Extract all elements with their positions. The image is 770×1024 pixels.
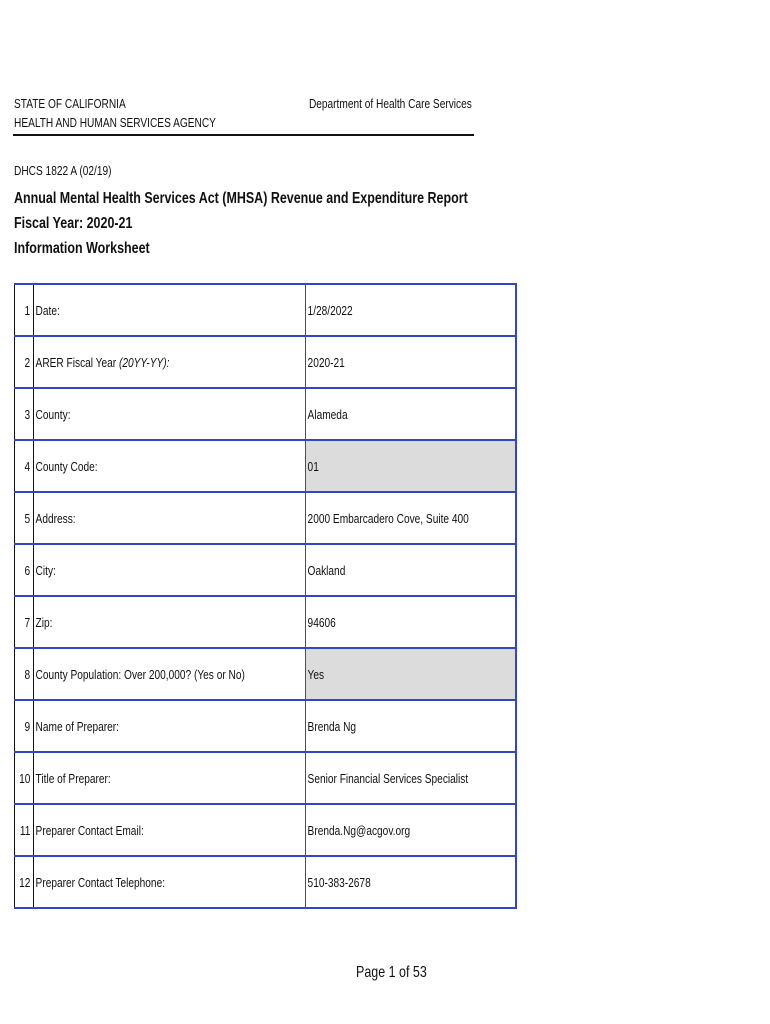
field-label-format-hint: (20YY-YY):	[119, 354, 170, 370]
field-label-cell	[34, 544, 305, 596]
field-label-cell	[34, 440, 305, 492]
field-value: Yes	[307, 666, 324, 682]
field-label-cell	[34, 648, 305, 700]
row-number-cell	[15, 544, 34, 596]
row-number: 1	[24, 302, 31, 318]
field-value: 01	[307, 458, 319, 474]
field-label-cell	[34, 596, 305, 648]
report-title-block	[14, 186, 468, 261]
table-row	[15, 440, 516, 492]
header-divider	[13, 134, 474, 136]
header-agency-block	[14, 94, 216, 132]
row-number: 9	[24, 718, 31, 734]
department-name: Department of Health Care Services	[309, 96, 472, 111]
fiscal-year-title: Fiscal Year: 2020-21	[14, 215, 133, 232]
field-label-wrap	[34, 875, 165, 890]
row-number-cell	[15, 700, 34, 752]
table-row	[15, 856, 516, 908]
field-label-wrap	[34, 407, 71, 422]
field-value-cell[interactable]	[305, 284, 515, 336]
field-value: Brenda.Ng@acgov.org	[307, 822, 410, 838]
field-label-wrap	[34, 563, 56, 578]
field-label-wrap	[34, 355, 170, 370]
row-number: 3	[24, 406, 31, 422]
field-value-cell[interactable]	[305, 388, 515, 440]
field-label-wrap	[34, 511, 76, 526]
field-value: 2020-21	[307, 354, 345, 370]
field-value-cell[interactable]	[305, 700, 515, 752]
field-label-wrap	[34, 303, 60, 318]
field-label: Address:	[36, 510, 77, 526]
field-label-wrap	[34, 823, 144, 838]
row-number: 10	[19, 770, 31, 786]
row-number: 6	[24, 562, 31, 578]
information-worksheet-table	[14, 283, 517, 909]
agency-name: HEALTH AND HUMAN SERVICES AGENCY	[14, 115, 216, 130]
field-label-cell	[34, 492, 305, 544]
table-row	[15, 388, 516, 440]
field-value: Alameda	[307, 406, 348, 422]
row-number-cell	[15, 648, 34, 700]
field-value: Senior Financial Services Specialist	[307, 770, 469, 786]
field-value-cell[interactable]	[305, 648, 515, 700]
field-label-cell	[34, 856, 305, 908]
field-label-wrap	[34, 719, 119, 734]
table-row	[15, 492, 516, 544]
table-row	[15, 284, 516, 336]
page-number: Page 1 of 53	[356, 964, 427, 981]
field-label-cell	[34, 804, 305, 856]
row-number-cell	[15, 752, 34, 804]
row-number-cell	[15, 336, 34, 388]
field-label-wrap	[34, 667, 245, 682]
row-number-cell	[15, 388, 34, 440]
row-number-cell	[15, 284, 34, 336]
worksheet-title: Information Worksheet	[14, 240, 150, 257]
table-row	[15, 752, 516, 804]
row-number: 5	[24, 510, 31, 526]
field-value: 94606	[307, 614, 336, 630]
field-value: 2000 Embarcadero Cove, Suite 400	[307, 510, 469, 526]
field-label: County:	[36, 406, 71, 422]
field-label: ARER Fiscal Year	[36, 354, 120, 370]
row-number: 7	[24, 614, 31, 630]
field-label-cell	[34, 284, 305, 336]
row-number: 11	[19, 822, 31, 838]
field-label: County Population: Over 200,000? (Yes or No)	[36, 666, 246, 682]
report-title: Annual Mental Health Services Act (MHSA) Revenue and Expenditure Report	[14, 190, 468, 207]
field-value: Oakland	[307, 562, 346, 578]
state-name: STATE OF CALIFORNIA	[14, 96, 126, 111]
field-label: Preparer Contact Email:	[36, 822, 145, 838]
field-label-cell	[34, 700, 305, 752]
field-label-wrap	[34, 615, 52, 630]
field-value: 1/28/2022	[307, 302, 353, 318]
row-number: 8	[24, 666, 31, 682]
field-label: County Code:	[36, 458, 99, 474]
field-label: Date:	[36, 302, 61, 318]
row-number-cell	[15, 440, 34, 492]
row-number-cell	[15, 804, 34, 856]
table-row	[15, 336, 516, 388]
field-label: Zip:	[36, 614, 53, 630]
field-value-cell[interactable]	[305, 856, 515, 908]
field-label-wrap	[34, 459, 98, 474]
table-row	[15, 804, 516, 856]
field-value-cell[interactable]	[305, 544, 515, 596]
field-label-cell	[34, 388, 305, 440]
field-value-cell[interactable]	[305, 440, 515, 492]
field-value-cell[interactable]	[305, 804, 515, 856]
field-label: Title of Preparer:	[36, 770, 112, 786]
field-label: Name of Preparer:	[36, 718, 120, 734]
row-number: 4	[24, 458, 31, 474]
field-value-cell[interactable]	[305, 596, 515, 648]
row-number-cell	[15, 856, 34, 908]
table-row	[15, 700, 516, 752]
field-label: Preparer Contact Telephone:	[36, 874, 166, 890]
field-label-cell	[34, 336, 305, 388]
field-value: Brenda Ng	[307, 718, 356, 734]
field-value-cell[interactable]	[305, 336, 515, 388]
table-row	[15, 596, 516, 648]
field-label-cell	[34, 752, 305, 804]
field-value-cell[interactable]	[305, 752, 515, 804]
field-value: 510-383-2678	[307, 874, 371, 890]
field-label: City:	[36, 562, 57, 578]
row-number-cell	[15, 492, 34, 544]
form-code: DHCS 1822 A (02/19)	[14, 163, 112, 178]
field-value-cell[interactable]	[305, 492, 515, 544]
table-row	[15, 648, 516, 700]
field-label-wrap	[34, 771, 111, 786]
row-number: 12	[19, 874, 31, 890]
row-number-cell	[15, 596, 34, 648]
table-row	[15, 544, 516, 596]
row-number: 2	[24, 354, 31, 370]
